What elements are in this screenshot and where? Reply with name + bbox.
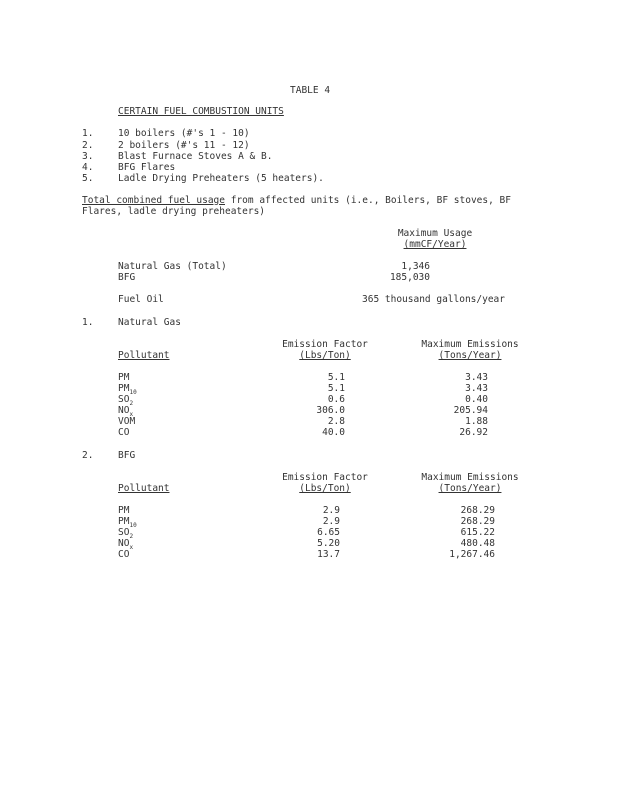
pollutant-sub: 2	[129, 532, 134, 540]
pollutant-name: PM	[118, 372, 130, 383]
max-emissions: 1,267.46	[449, 549, 495, 560]
pollutant	[118, 550, 129, 562]
section-num: 1.	[82, 317, 94, 328]
pollutant-name: SO	[118, 394, 130, 405]
pollutant-name: SO	[118, 527, 130, 538]
max-emissions: 26.92	[459, 427, 488, 438]
col-factor-line1: Emission Factor	[282, 472, 368, 483]
fuel-oil-label: Fuel Oil	[118, 294, 164, 305]
col-factor-line2: (Lbs/Ton)	[299, 350, 351, 361]
emission-factor: 5.1	[327, 383, 345, 394]
emission-factor: 2.9	[322, 516, 340, 527]
section-name: Natural Gas	[118, 317, 181, 328]
col-max-line2-wrap	[410, 484, 530, 494]
pollutant-name: CO	[118, 427, 130, 438]
max-emissions: 480.48	[460, 538, 495, 549]
pollutant-sub: 10	[129, 388, 137, 396]
emission-factor: 0.6	[327, 394, 345, 405]
col-factor-line2-wrap	[270, 484, 380, 494]
unit-text: Ladle Drying Preheaters (5 heaters).	[118, 173, 324, 184]
emission-factor: 40.0	[322, 427, 345, 438]
emission-factor: 5.20	[317, 538, 340, 549]
pollutant-name: NO	[118, 538, 130, 549]
col-factor-line1: Emission Factor	[282, 339, 368, 350]
max-emissions: 615.22	[460, 527, 495, 538]
max-emissions: 0.40	[465, 394, 488, 405]
usage-header-line1: Maximum Usage	[397, 228, 473, 239]
unit-text: 2 boilers (#'s 11 - 12)	[118, 140, 250, 151]
emission-factor: 5.1	[327, 372, 345, 383]
unit-num: 4.	[82, 162, 94, 173]
unit-text: 10 boilers (#'s 1 - 10)	[118, 128, 250, 139]
max-emissions: 205.94	[453, 405, 488, 416]
pollutant-name: PM	[118, 505, 130, 516]
pollutant-name: PM	[118, 516, 130, 527]
combined-rest: from affected units (i.e., Boilers, BF stoves, BF	[225, 195, 511, 206]
col-max-line1: Maximum Emissions	[421, 339, 519, 350]
pollutant-name: CO	[118, 549, 130, 560]
fuel-oil-value: 365 thousand gallons/year	[362, 294, 505, 305]
section-num: 2.	[82, 450, 94, 461]
usage-fuel: Natural Gas (Total)	[118, 261, 227, 272]
emission-factor: 306.0	[316, 405, 345, 416]
usage-header-line2-wrap	[380, 240, 490, 250]
max-emissions: 268.29	[460, 516, 495, 527]
max-emissions: 3.43	[465, 383, 488, 394]
pollutant-sub: x	[129, 410, 134, 418]
unit-num: 2.	[82, 140, 94, 151]
col-max-line2: (Tons/Year)	[438, 483, 502, 494]
unit-text: BFG Flares	[118, 162, 176, 173]
emission-factor: 2.8	[327, 416, 345, 427]
section-name: BFG	[118, 450, 136, 461]
pollutant	[118, 428, 129, 440]
pollutant-sub: x	[129, 543, 134, 551]
usage-value: 185,030	[389, 272, 430, 283]
unit-num: 3.	[82, 151, 94, 162]
col-max-line2: (Tons/Year)	[438, 350, 502, 361]
usage-fuel: BFG	[118, 272, 136, 283]
usage-value: 1,346	[401, 261, 430, 272]
max-emissions: 1.88	[465, 416, 488, 427]
combined-underlined: Total combined fuel usage	[82, 195, 225, 206]
pollutant-name: PM	[118, 383, 130, 394]
unit-num: 5.	[82, 173, 94, 184]
unit-text: Blast Furnace Stoves A & B.	[118, 151, 273, 162]
section-heading: CERTAIN FUEL COMBUSTION UNITS	[118, 106, 284, 117]
emission-factor: 2.9	[322, 505, 340, 516]
table-title: TABLE 4	[290, 85, 331, 96]
col-max-line2-wrap	[410, 351, 530, 361]
col-pollutant: Pollutant	[118, 350, 170, 361]
emission-factor: 13.7	[317, 549, 340, 560]
pollutant-name: NO	[118, 405, 130, 416]
combined-line-1	[82, 196, 511, 206]
pollutant-name: VOM	[118, 416, 136, 427]
max-emissions: 268.29	[460, 505, 495, 516]
combined-line-2: Flares, ladle drying preheaters)	[82, 206, 266, 217]
usage-header-line2: (mmCF/Year)	[403, 239, 467, 250]
unit-num: 1.	[82, 128, 94, 139]
pollutant-sub: 2	[129, 399, 134, 407]
max-emissions: 3.43	[465, 372, 488, 383]
col-factor-line2-wrap	[270, 351, 380, 361]
col-max-line1: Maximum Emissions	[421, 472, 519, 483]
col-pollutant: Pollutant	[118, 483, 170, 494]
col-factor-line2: (Lbs/Ton)	[299, 483, 351, 494]
pollutant-sub: 10	[129, 521, 137, 529]
emission-factor: 6.65	[317, 527, 340, 538]
